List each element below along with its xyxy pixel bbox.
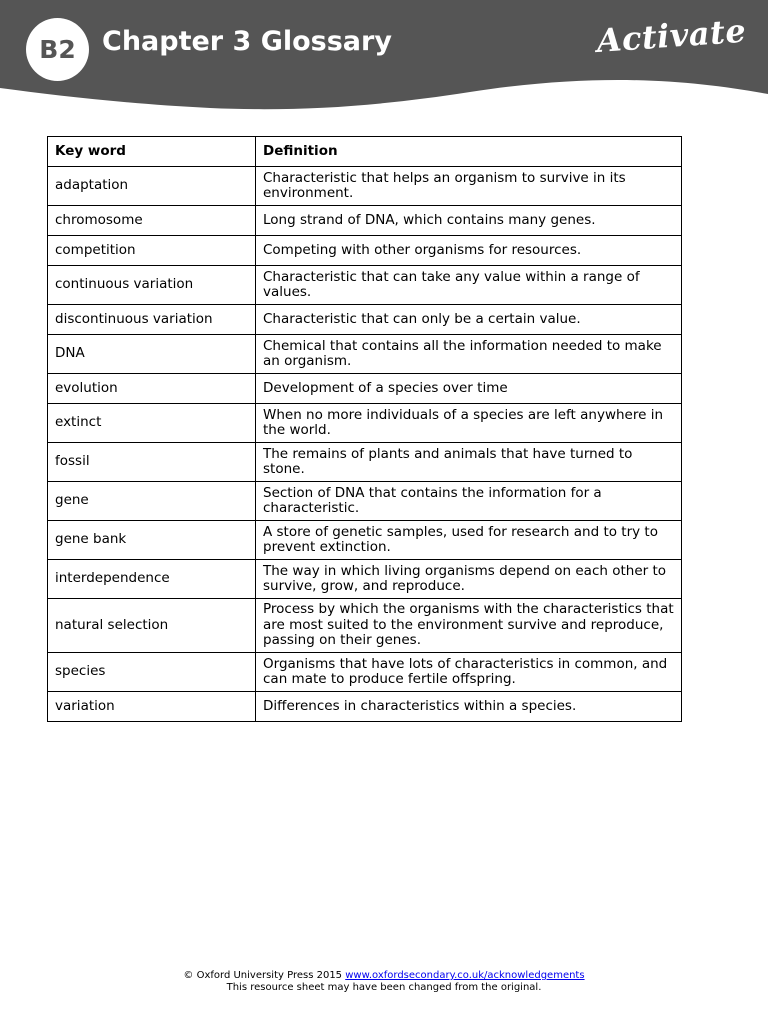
- key-word-cell: competition: [48, 236, 256, 266]
- table-row: [48, 206, 682, 236]
- footer-copyright-line: [0, 970, 768, 982]
- key-word-cell: natural selection: [48, 599, 256, 653]
- table-row: [48, 692, 682, 722]
- definition-cell: Long strand of DNA, which contains many genes.: [256, 206, 682, 236]
- activate-logo: [595, 11, 748, 64]
- key-word-cell: extinct: [48, 404, 256, 443]
- table-row: [48, 521, 682, 560]
- definition-cell: Chemical that contains all the information needed to make an organism.: [256, 335, 682, 374]
- key-word-cell: adaptation: [48, 167, 256, 206]
- table-row: [48, 335, 682, 374]
- definition-cell: Process by which the organisms with the characteristics that are most suited to the environment survive and reproduce, passing on their genes.: [256, 599, 682, 653]
- column-header-key-word: Key word: [48, 137, 256, 167]
- page-header: [0, 0, 768, 115]
- table-row: [48, 482, 682, 521]
- definition-cell: Differences in characteristics within a species.: [256, 692, 682, 722]
- table-row: [48, 266, 682, 305]
- glossary-table: [47, 136, 682, 722]
- column-header-definition: Definition: [256, 137, 682, 167]
- key-word-cell: gene: [48, 482, 256, 521]
- chapter-badge: B2: [26, 18, 89, 81]
- table-row: [48, 653, 682, 692]
- footer-note: This resource sheet may have been changed from the original.: [226, 982, 542, 993]
- definition-cell: Characteristic that can only be a certain value.: [256, 305, 682, 335]
- definition-cell: The way in which living organisms depend on each other to survive, grow, and reproduce.: [256, 560, 682, 599]
- key-word-cell: continuous variation: [48, 266, 256, 305]
- key-word-cell: chromosome: [48, 206, 256, 236]
- table-row: [48, 599, 682, 653]
- definition-cell: Organisms that have lots of characteristics in common, and can mate to produce fertile offspring.: [256, 653, 682, 692]
- definition-cell: Competing with other organisms for resources.: [256, 236, 682, 266]
- key-word-cell: DNA: [48, 335, 256, 374]
- activate-logo-text: Activate: [595, 11, 748, 61]
- key-word-cell: gene bank: [48, 521, 256, 560]
- copyright-text: © Oxford University Press 2015: [183, 970, 343, 981]
- table-row: [48, 305, 682, 335]
- page-footer: [0, 970, 768, 994]
- definition-cell: The remains of plants and animals that have turned to stone.: [256, 443, 682, 482]
- table-row: [48, 374, 682, 404]
- table-row: [48, 236, 682, 266]
- definition-cell: Section of DNA that contains the information for a characteristic.: [256, 482, 682, 521]
- key-word-cell: interdependence: [48, 560, 256, 599]
- table-row: [48, 404, 682, 443]
- definition-cell: Development of a species over time: [256, 374, 682, 404]
- key-word-cell: evolution: [48, 374, 256, 404]
- table-row: [48, 167, 682, 206]
- acknowledgements-link[interactable]: www.oxfordsecondary.co.uk/acknowledgements: [345, 970, 585, 981]
- table-row: [48, 560, 682, 599]
- definition-cell: Characteristic that helps an organism to survive in its environment.: [256, 167, 682, 206]
- definition-cell: Characteristic that can take any value within a range of values.: [256, 266, 682, 305]
- key-word-cell: fossil: [48, 443, 256, 482]
- definition-cell: When no more individuals of a species are left anywhere in the world.: [256, 404, 682, 443]
- key-word-cell: variation: [48, 692, 256, 722]
- key-word-cell: discontinuous variation: [48, 305, 256, 335]
- definition-cell: A store of genetic samples, used for research and to try to prevent extinction.: [256, 521, 682, 560]
- key-word-cell: species: [48, 653, 256, 692]
- table-row: [48, 443, 682, 482]
- table-header-row: [48, 137, 682, 167]
- page-title: Chapter 3 Glossary: [102, 26, 392, 57]
